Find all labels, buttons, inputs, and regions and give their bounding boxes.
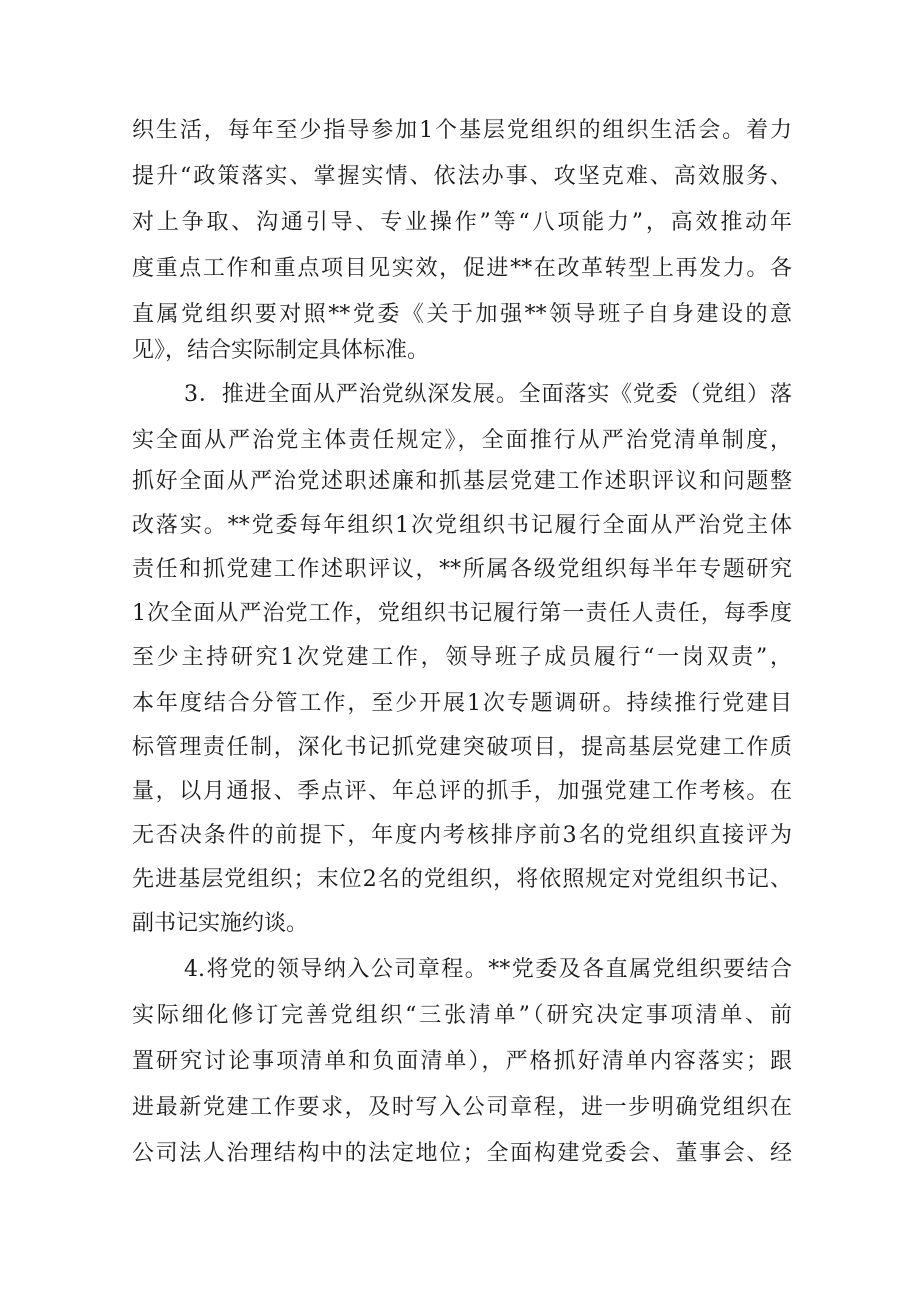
text-line: 副书记实施约谈。 [132,911,309,936]
text-line: 公司法人治理结构中的法定地位；全面构建党委会、董事会、经 [132,1141,792,1166]
text-line: 置研究讨论事项清单和负面清单），严格抓好清单内容落实；跟 [132,1049,792,1074]
text-line: 抓好全面从严治党述职述廉和抓基层党建工作述职评议和问题整 [132,469,792,494]
text-line: 至少主持研究1次党建工作，领导班子成员履行“一岗双责”， [132,645,792,670]
text-line: 实际细化修订完善党组织“三张清单”（研究决定事项清单、前 [132,1003,792,1028]
text-line: 提升“政策落实、掌握实情、依法办事、攻坚克难、高效服务、 [132,164,792,189]
text-line: 改落实。**党委每年组织1次党组织书记履行全面从严治党主体 [132,513,792,538]
text-line: 4.将党的领导纳入公司章程。**党委及各直属党组织要结合 [184,957,792,982]
text-line: 标管理责任制，深化书记抓党建突破项目，提高基层党建工作质 [132,735,792,760]
text-line: 1次全面从严治党工作，党组织书记履行第一责任人责任，每季度 [132,601,792,626]
text-line: 直属党组织要对照**党委《关于加强**领导班子自身建设的意 [132,302,792,327]
text-line: 度重点工作和重点项目见实效，促进**在改革转型上再发力。各 [132,256,792,281]
text-line: 本年度结合分管工作，至少开展1次专题调研。持续推行党建目 [132,691,792,716]
text-line: 对上争取、沟通引导、专业操作”等“八项能力”，高效推动年 [132,210,792,235]
text-line: 量，以月通报、季点评、年总评的抓手，加强党建工作考核。在 [132,779,792,804]
text-line: 无否决条件的前提下，年度内考核排序前3名的党组织直接评为 [132,823,792,848]
text-line: 先进基层党组织；末位2名的党组织，将依照规定对党组织书记、 [132,867,792,892]
text-line: 3．推进全面从严治党纵深发展。全面落实《党委（党组）落 [184,382,792,407]
text-line: 责任和抓党建工作述职评议，**所属各级党组织每半年专题研究 [132,557,792,582]
text-line: 见》，结合实际制定具体标准。 [132,338,430,363]
text-line: 实全面从严治党主体责任规定》，全面推行从严治党清单制度， [132,428,792,453]
text-line: 进最新党建工作要求，及时写入公司章程，进一步明确党组织在 [132,1095,792,1120]
text-line: 织生活，每年至少指导参加1个基层党组织的组织生活会。着力 [132,118,792,143]
